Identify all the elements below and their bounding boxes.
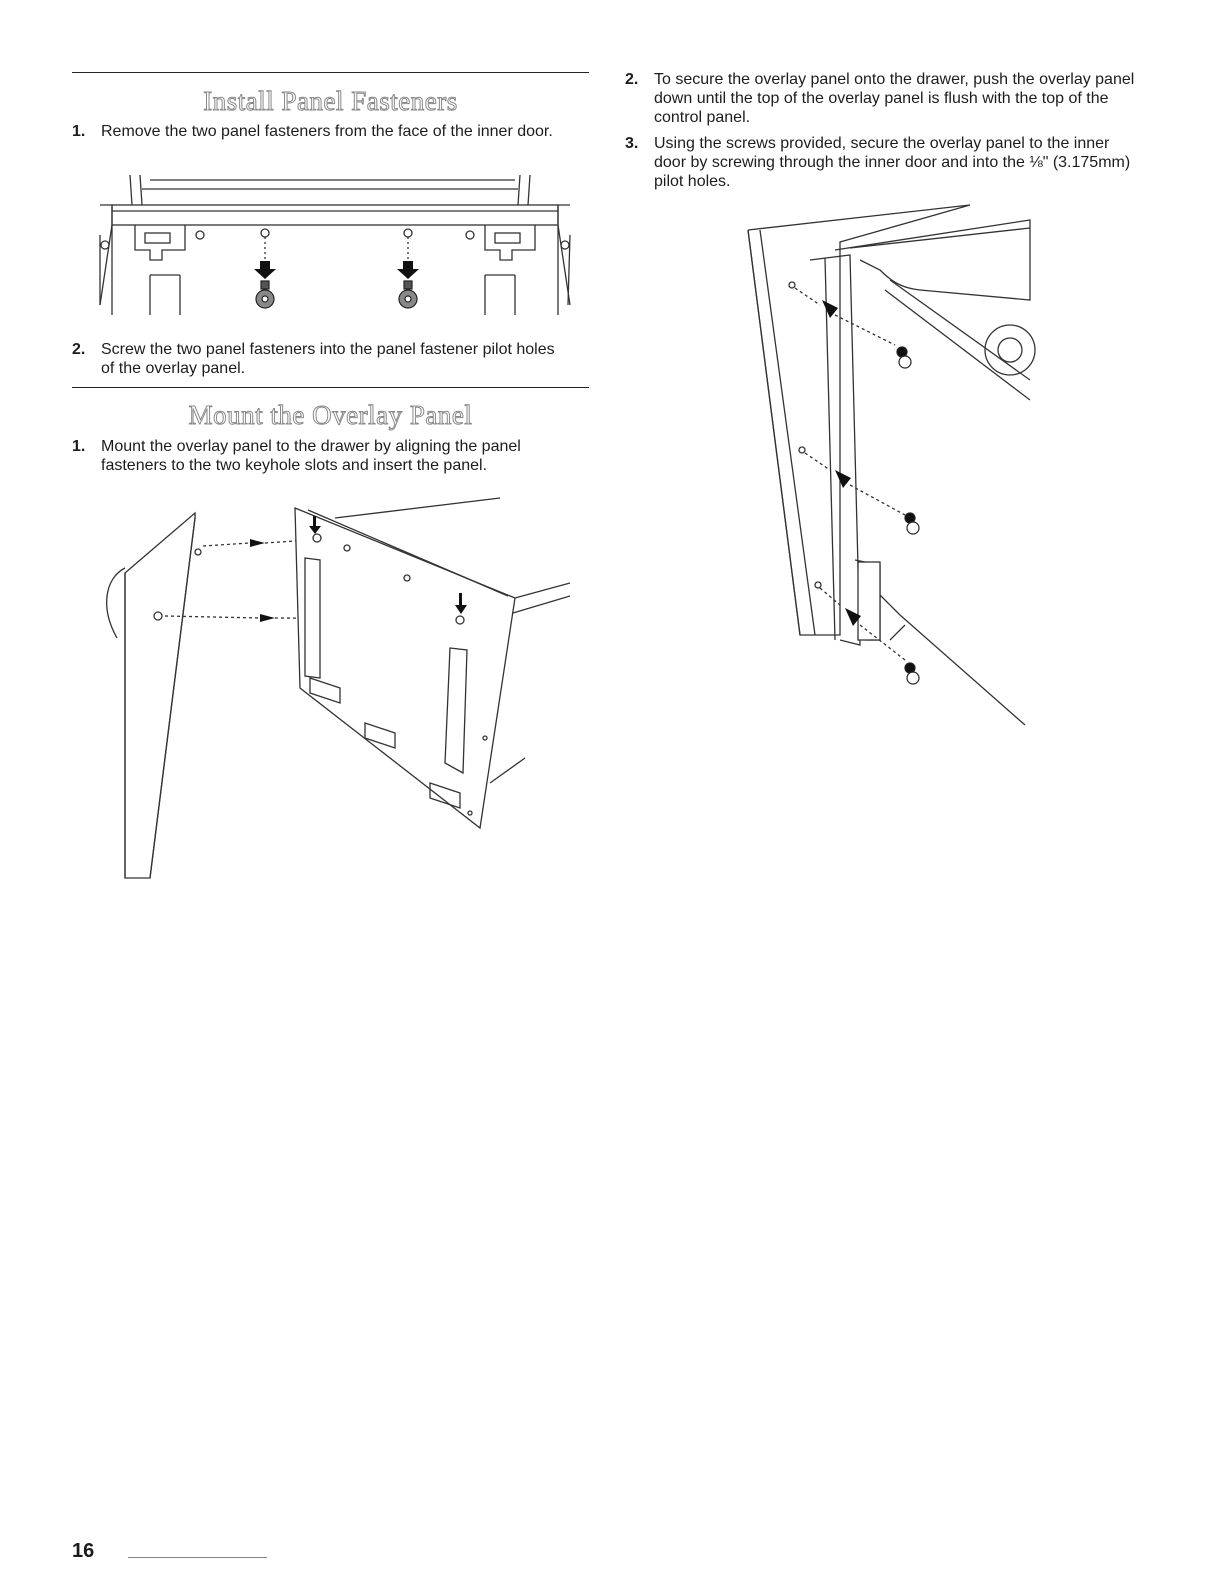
step-text: To secure the overlay panel onto the drawer, push the overlay panel down until the top of the overlay panel is flush with the top of the control panel. [654,71,1135,126]
step-install-2 [72,340,572,378]
step-number: 2. [625,71,639,88]
section-title-mount-overlay-panel: Mount the Overlay Panel [188,400,473,430]
step-text: Screw the two panel fasteners into the panel fastener pilot holes of the overlay panel. [101,341,555,377]
step-secure-3 [625,134,1145,191]
step-number: 2. [72,341,86,358]
step-number: 3. [625,135,639,152]
step-text: Remove the two panel fasteners from the face of the inner door. [101,123,553,140]
section-rule-top [72,72,589,73]
section-title-install-panel-fasteners: Install Panel Fasteners [203,86,458,116]
step-text: Using the screws provided, secure the overlay panel to the inner door by screwing through the inner door and into the ⅛" (3.175mm) pilot holes. [654,135,1131,190]
step-install-1 [72,122,572,141]
step-number: 1. [72,123,86,140]
step-number: 1. [72,438,86,455]
figure-secure-overlay-panel [740,200,1040,730]
section-rule-mid [72,387,589,388]
step-secure-2 [625,70,1145,127]
step-mount-1 [72,437,582,475]
step-text: Mount the overlay panel to the drawer by aligning the panel fasteners to the two keyhole slots and insert the panel. [101,438,521,474]
figure-remove-fasteners [90,175,580,330]
page-number: 16 [72,1540,95,1562]
figure-mount-overlay-panel [95,488,580,883]
footer-divider [128,1557,267,1558]
